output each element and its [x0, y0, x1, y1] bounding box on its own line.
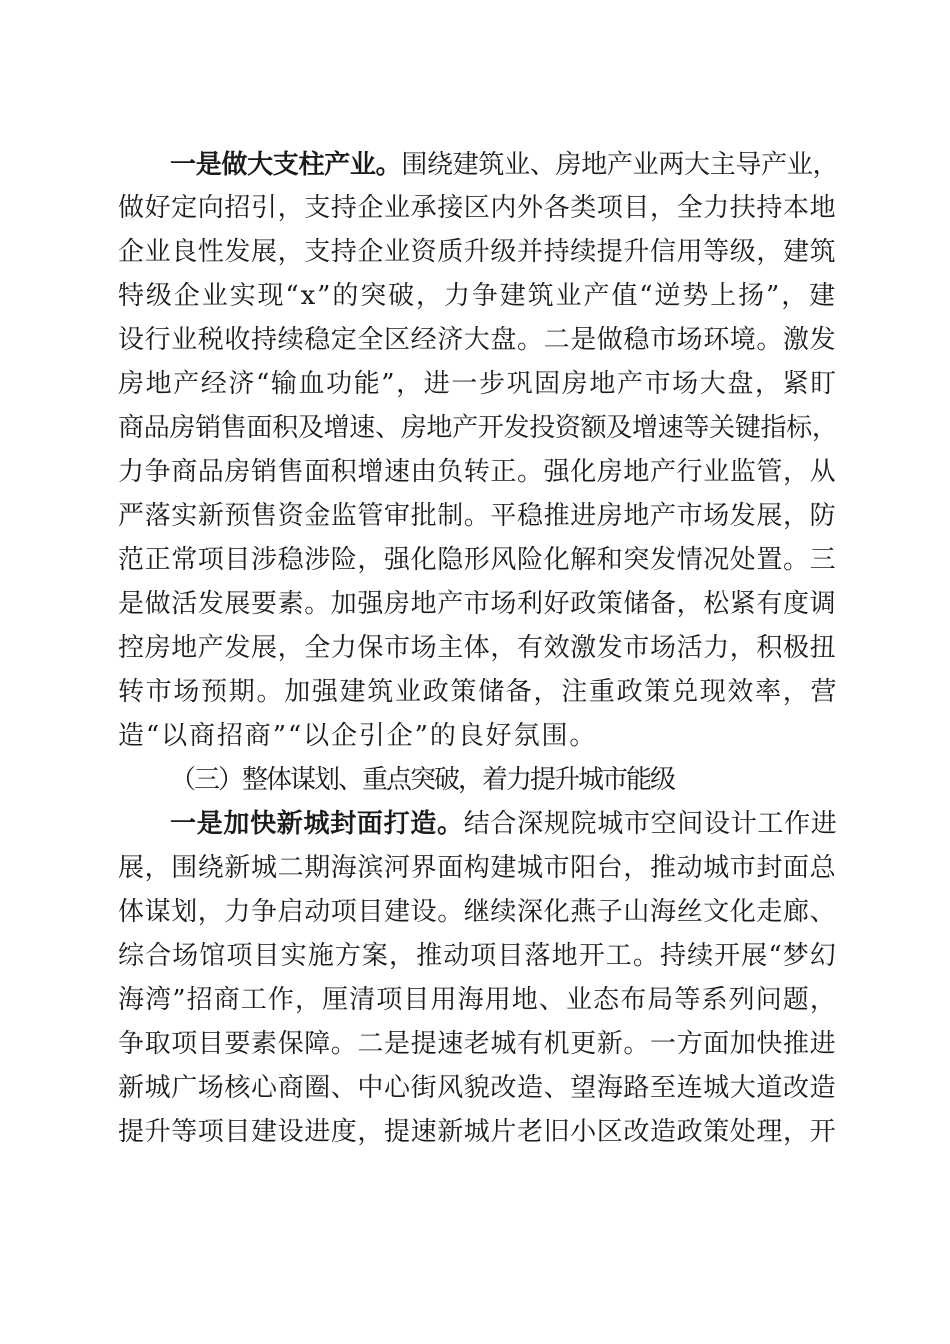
paragraph-1-line: 是做活发展要素。加强房地产市场利好政策储备，松紧有度调	[118, 589, 837, 619]
section-heading: （三）整体谋划、重点突破，着力提升城市能级	[170, 765, 675, 795]
paragraph-1-lead: 一是做大支柱产业。	[170, 150, 402, 180]
paragraph-1-line: 房地产经济“输血功能”，进一步巩固房地产市场大盘，紧盯	[118, 369, 838, 399]
paragraph-1-line: 设行业税收持续稳定全区经济大盘。二是做稳市场环境。激发	[118, 325, 837, 355]
paragraph-1-line: 特级企业实现“x”的突破，力争建筑业产值“逆势上扬”，建	[118, 281, 838, 311]
paragraph-1-line: 范正常项目涉稳涉险，强化隐形风险化解和突发情况处置。三	[118, 545, 837, 575]
paragraph-1-line-1: 一是做大支柱产业。围绕建筑业、房地产业两大主导产业，	[170, 150, 839, 180]
paragraph-2-line: 海湾”招商工作，厘清项目用海用地、业态布局等系列问题，	[118, 985, 837, 1015]
paragraph-2-lead: 一是加快新城封面打造。	[170, 809, 464, 839]
paragraph-2-line: 体谋划，力争启动项目建设。继续深化燕子山海丝文化走廊、	[118, 897, 837, 927]
paragraph-1-line: 严落实新预售资金监管审批制。平稳推进房地产市场发展，防	[118, 501, 837, 531]
paragraph-2-line: 提升等项目建设进度，提速新城片老旧小区改造政策处理，开	[118, 1117, 837, 1147]
paragraph-1-line: 企业良性发展，支持企业资质升级并持续提升信用等级，建筑	[118, 237, 837, 267]
paragraph-2-line: 争取项目要素保障。二是提速老城有机更新。一方面加快推进	[118, 1029, 837, 1059]
paragraph-2-line: 展，围绕新城二期海滨河界面构建城市阳台，推动城市封面总	[118, 853, 837, 883]
paragraph-1-line: 力争商品房销售面积增速由负转正。强化房地产行业监管，从	[118, 457, 837, 487]
paragraph-1-line: 造“以商招商”“以企引企”的良好氛围。	[118, 721, 598, 751]
paragraph-1-line: 做好定向招引，支持企业承接区内外各类项目，全力扶持本地	[118, 193, 837, 223]
paragraph-2-line: 新城广场核心商圈、中心街风貌改造、望海路至连城大道改造	[118, 1073, 837, 1103]
paragraph-2-line: 综合场馆项目实施方案，推动项目落地开工。持续开展“梦幻	[118, 941, 837, 971]
paragraph-1-line: 商品房销售面积及增速、房地产开发投资额及增速等关键指标，	[118, 413, 838, 443]
paragraph-1-line: 转市场预期。加强建筑业政策储备，注重政策兑现效率，营	[118, 677, 839, 707]
paragraph-1-line: 控房地产发展，全力保市场主体，有效激发市场活力，积极扭	[118, 633, 837, 663]
paragraph-2-line-1: 一是加快新城封面打造。结合深规院城市空间设计工作进	[170, 809, 838, 839]
